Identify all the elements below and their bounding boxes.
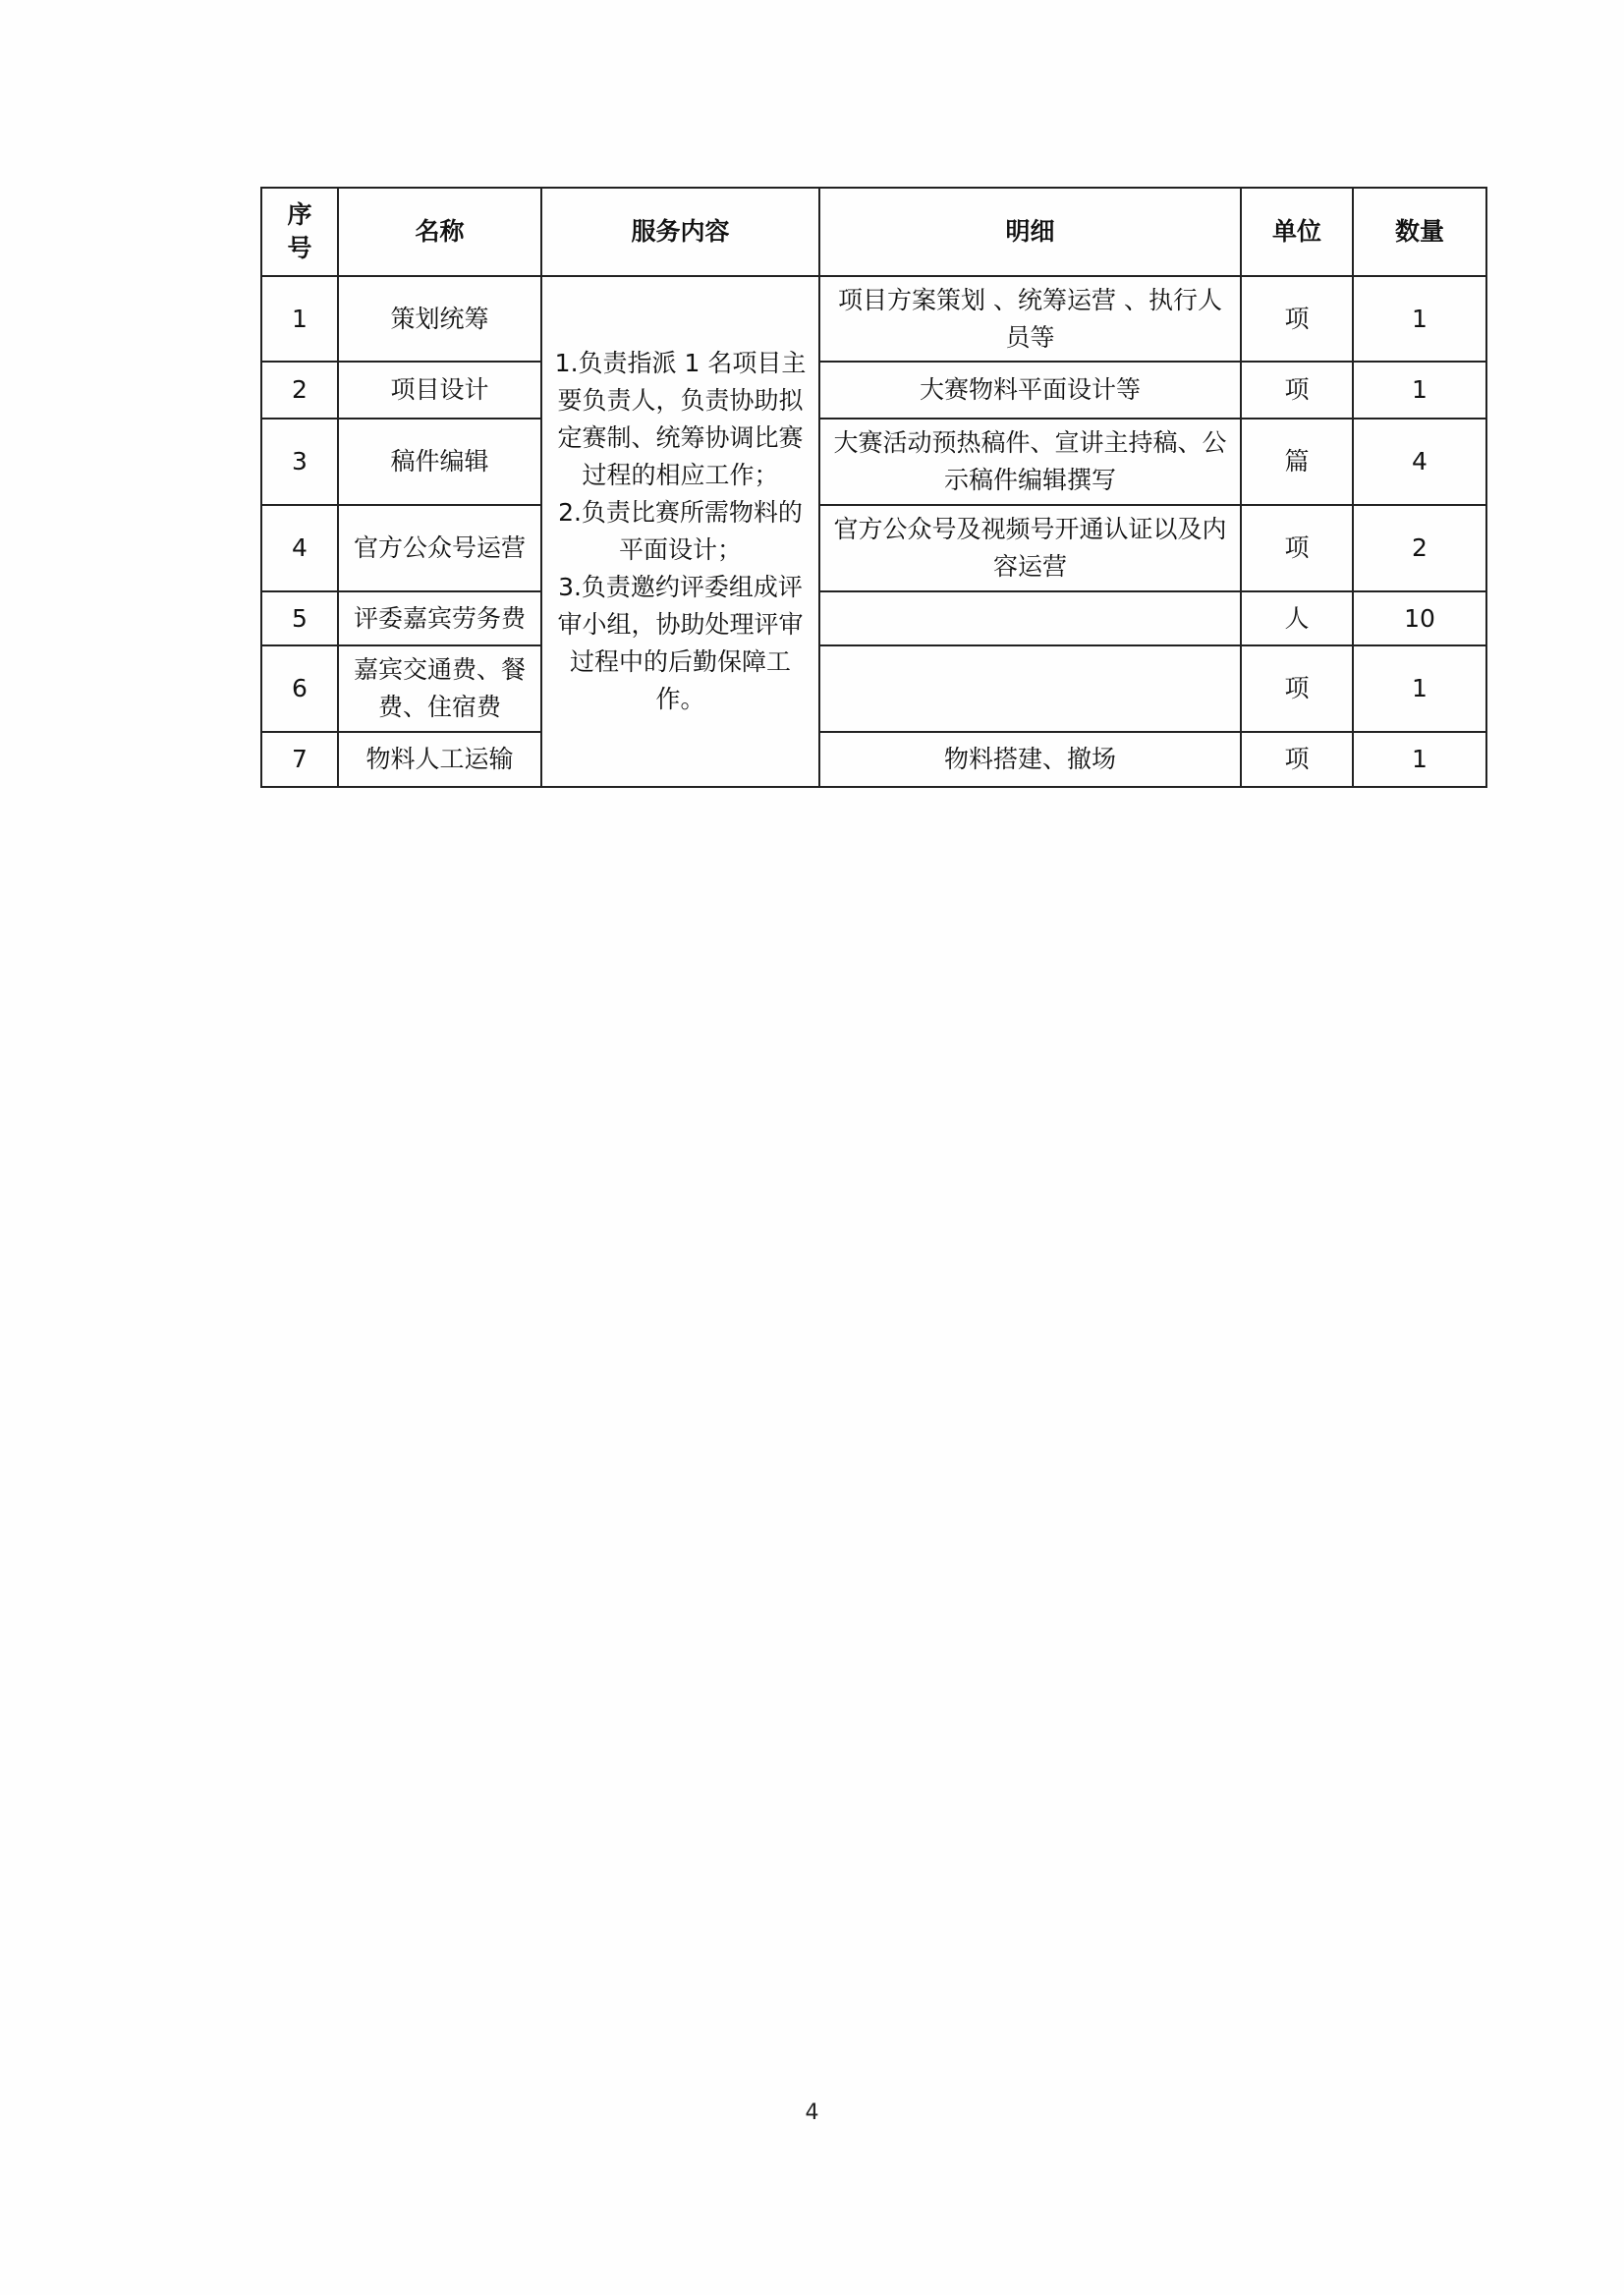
table-row	[261, 276, 1486, 362]
table-row	[261, 732, 1486, 787]
cell-unit: 项	[1241, 362, 1353, 419]
table-row	[261, 645, 1486, 732]
cell-unit: 项	[1241, 732, 1353, 787]
cell-service-content	[541, 276, 819, 787]
cell-index: 2	[261, 362, 338, 419]
cell-qty: 2	[1353, 505, 1486, 591]
cell-name: 物料人工运输	[338, 732, 541, 787]
cell-detail: 大赛活动预热稿件、宣讲主持稿、公示稿件编辑撰写	[819, 419, 1241, 505]
cell-unit: 项	[1241, 645, 1353, 732]
service-line: 2.负责比赛所需物料的平面设计；	[558, 498, 803, 564]
cell-unit: 人	[1241, 591, 1353, 645]
header-detail: 明细	[819, 188, 1241, 276]
cell-index: 5	[261, 591, 338, 645]
header-name: 名称	[338, 188, 541, 276]
cell-detail: 物料搭建、撤场	[819, 732, 1241, 787]
cell-index: 3	[261, 419, 338, 505]
table-row	[261, 419, 1486, 505]
cell-unit: 项	[1241, 505, 1353, 591]
cell-index: 7	[261, 732, 338, 787]
cell-qty: 1	[1353, 645, 1486, 732]
cell-index: 6	[261, 645, 338, 732]
header-index: 序 号	[261, 188, 338, 276]
cell-name: 嘉宾交通费、餐费、住宿费	[338, 645, 541, 732]
table-header-row	[261, 188, 1486, 276]
service-line: 3.负责邀约评委组成评审小组，协助处理评审过程中的后勤保障工作。	[557, 573, 804, 713]
cell-name: 官方公众号运营	[338, 505, 541, 591]
cell-detail	[819, 591, 1241, 645]
cell-name: 项目设计	[338, 362, 541, 419]
cell-detail: 项目方案策划 、统筹运营 、执行人员等	[819, 276, 1241, 362]
cell-name: 策划统筹	[338, 276, 541, 362]
cell-qty: 4	[1353, 419, 1486, 505]
page-number: 4	[805, 2100, 819, 2125]
service-table	[260, 187, 1487, 788]
cell-unit: 篇	[1241, 419, 1353, 505]
table-row	[261, 362, 1486, 419]
cell-detail: 大赛物料平面设计等	[819, 362, 1241, 419]
cell-index: 1	[261, 276, 338, 362]
cell-qty: 1	[1353, 362, 1486, 419]
cell-qty: 10	[1353, 591, 1486, 645]
service-line: 1.负责指派 1 名项目主要负责人，负责协助拟定赛制、统筹协调比赛过程的相应工作；	[554, 349, 807, 489]
cell-qty: 1	[1353, 732, 1486, 787]
cell-name: 评委嘉宾劳务费	[338, 591, 541, 645]
cell-detail: 官方公众号及视频号开通认证以及内容运营	[819, 505, 1241, 591]
cell-name: 稿件编辑	[338, 419, 541, 505]
cell-index: 4	[261, 505, 338, 591]
cell-detail	[819, 645, 1241, 732]
cell-qty: 1	[1353, 276, 1486, 362]
table-row	[261, 505, 1486, 591]
header-unit: 单位	[1241, 188, 1353, 276]
header-qty: 数量	[1353, 188, 1486, 276]
table-row	[261, 591, 1486, 645]
header-service: 服务内容	[541, 188, 819, 276]
cell-unit: 项	[1241, 276, 1353, 362]
